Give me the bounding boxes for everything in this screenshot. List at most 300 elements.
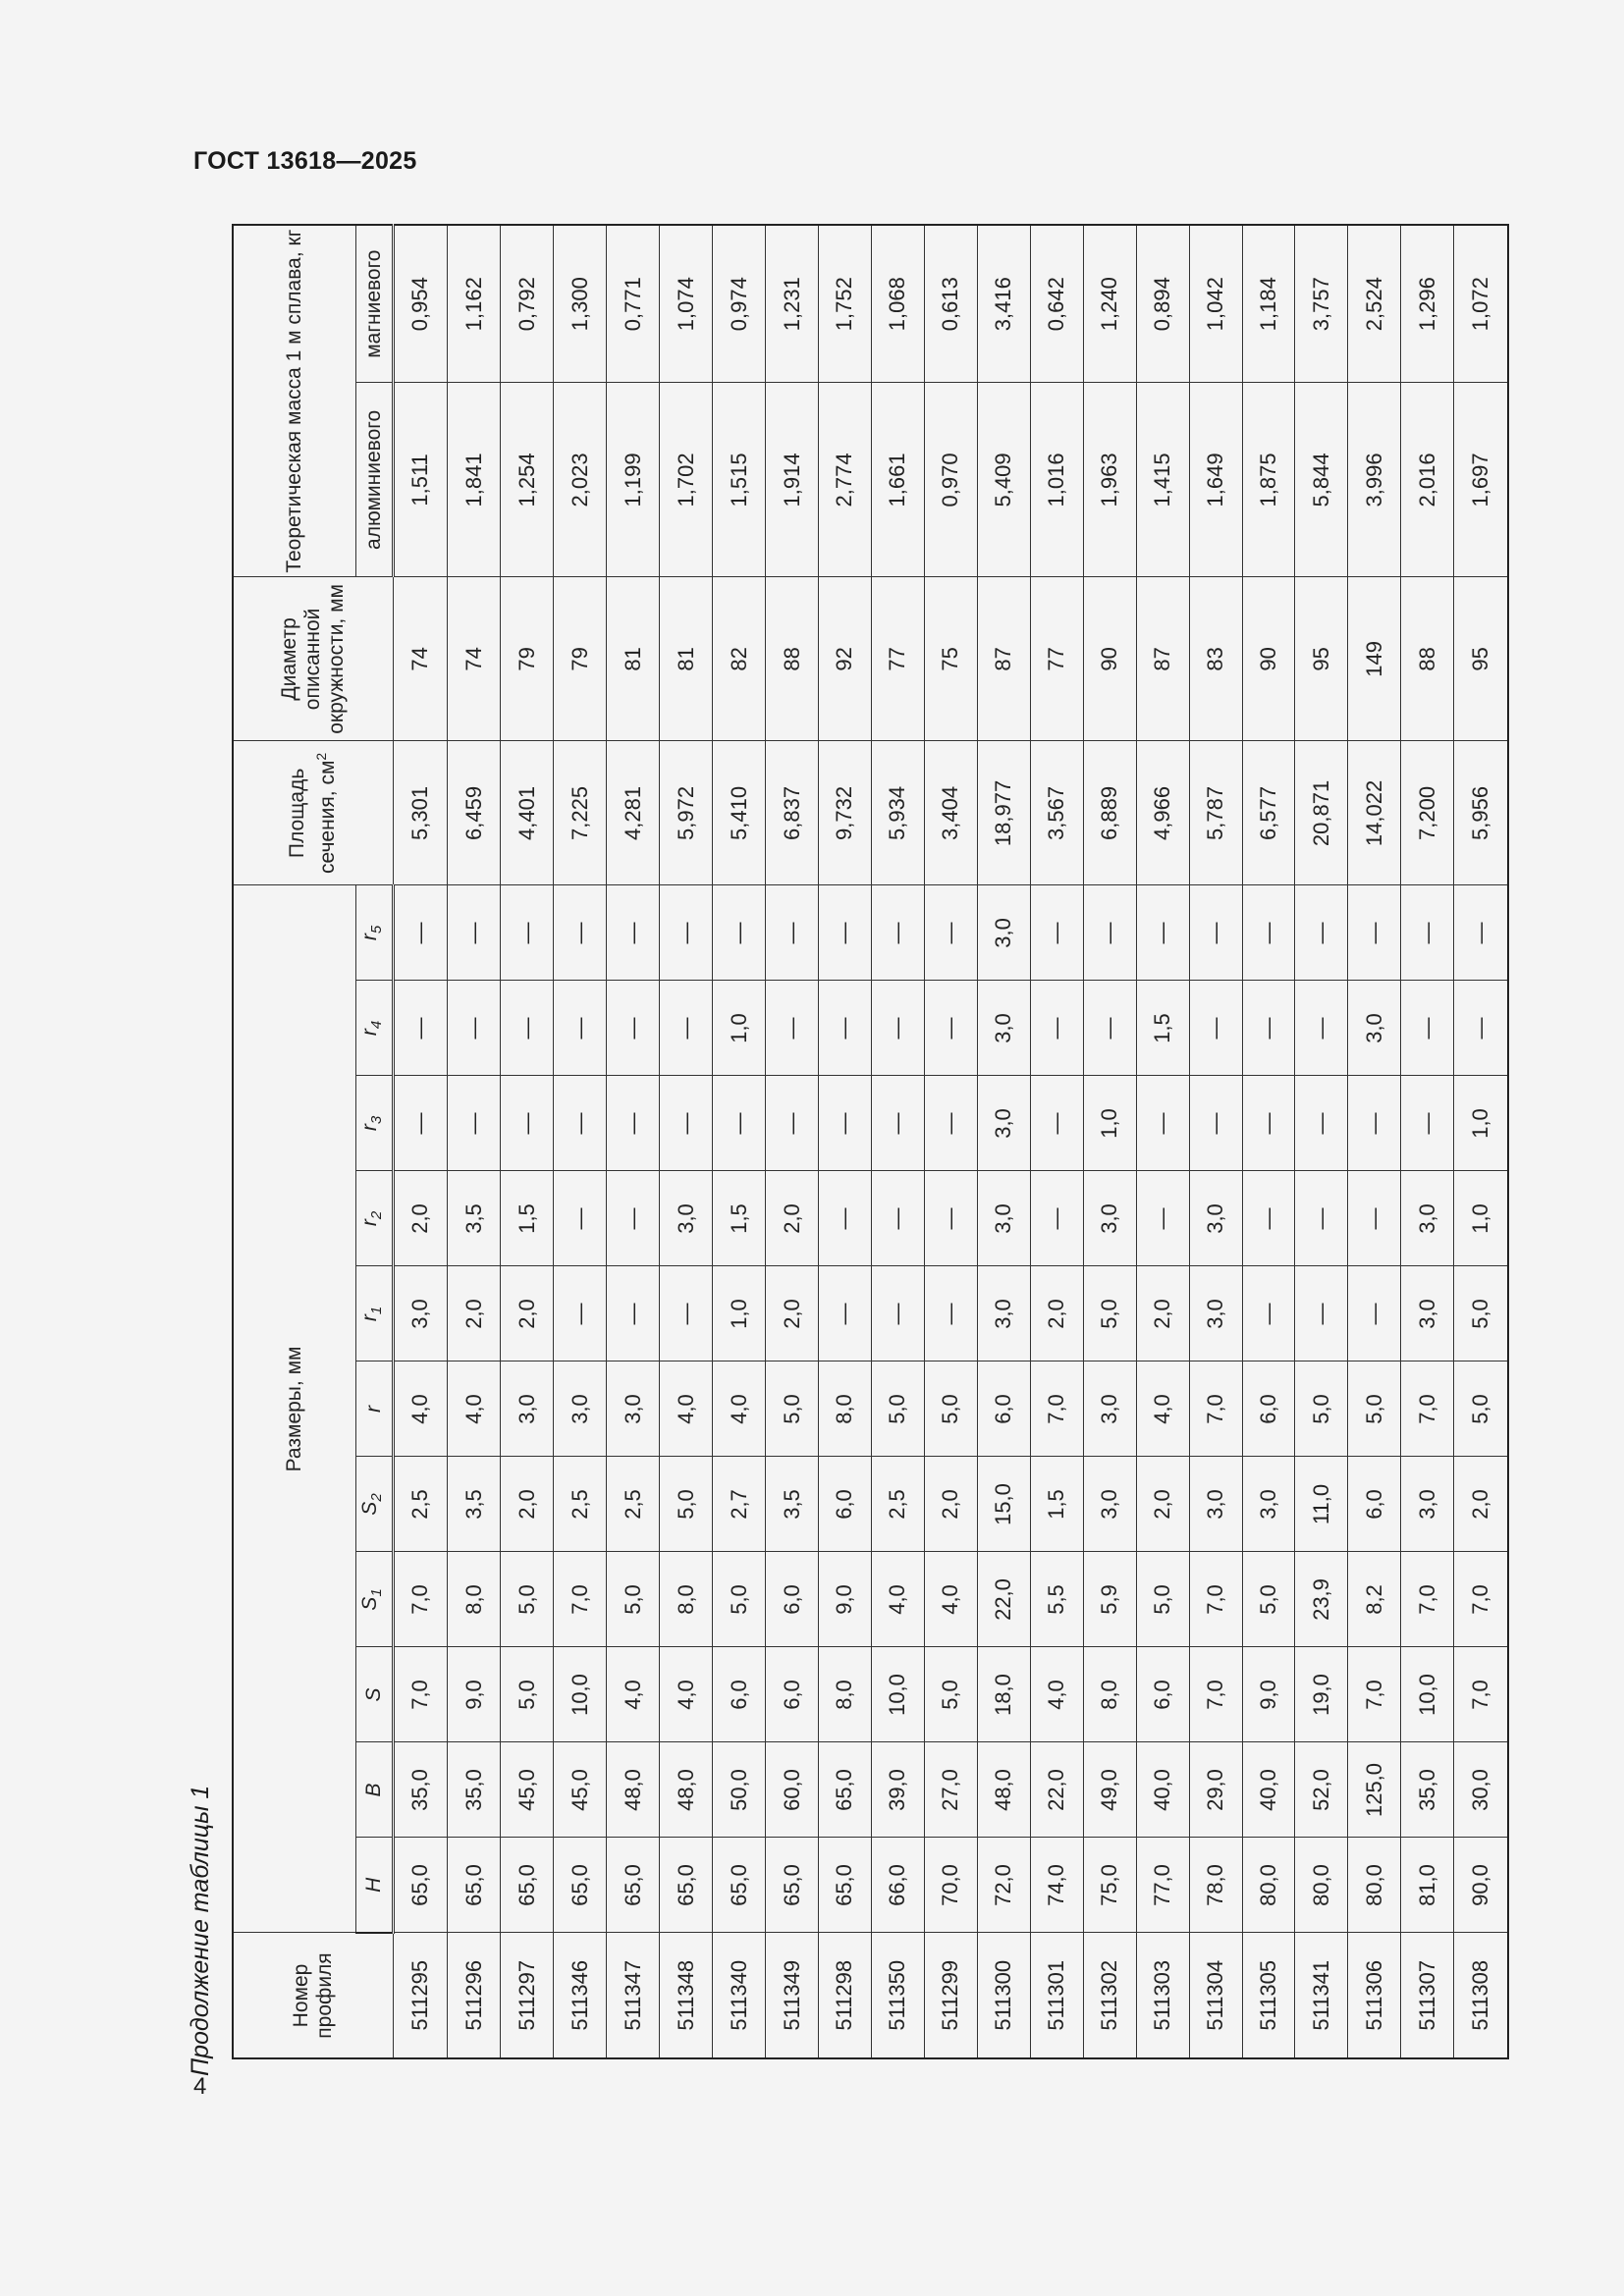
cell-S1: 23,9 — [1295, 1552, 1348, 1647]
cell-S2: 3,5 — [766, 1457, 819, 1552]
cell-S2: 2,0 — [1454, 1457, 1508, 1552]
cell-S2: 2,5 — [871, 1457, 924, 1552]
cell-r3: — — [448, 1076, 501, 1171]
cell-B: 48,0 — [977, 1742, 1030, 1838]
cell-H: 65,0 — [819, 1838, 872, 1933]
cell-r: 3,0 — [554, 1362, 607, 1457]
cell-profile-number: 511296 — [448, 1933, 501, 2058]
cell-area: 5,934 — [871, 741, 924, 885]
cell-S: 7,0 — [1454, 1647, 1508, 1742]
cell-S: 8,0 — [1083, 1647, 1136, 1742]
cell-H: 65,0 — [501, 1838, 554, 1933]
cell-r2: 2,0 — [393, 1171, 448, 1266]
cell-r2: — — [819, 1171, 872, 1266]
cell-mass-magnesium: 1,074 — [660, 225, 713, 383]
cell-S: 4,0 — [1030, 1647, 1083, 1742]
cell-S: 4,0 — [607, 1647, 660, 1742]
cell-r5: — — [924, 885, 977, 981]
table-row — [1136, 225, 1189, 2058]
table-row — [607, 225, 660, 2058]
cell-r4: 3,0 — [1348, 981, 1401, 1076]
cell-B: 39,0 — [871, 1742, 924, 1838]
cell-B: 22,0 — [1030, 1742, 1083, 1838]
header-dimensions: Размеры, мм — [233, 885, 355, 1933]
cell-diameter: 95 — [1454, 577, 1508, 741]
cell-r3: — — [1401, 1076, 1454, 1171]
cell-mass-aluminium: 1,254 — [501, 383, 554, 577]
cell-S: 10,0 — [1401, 1647, 1454, 1742]
cell-S1: 6,0 — [766, 1552, 819, 1647]
cell-mass-magnesium: 1,752 — [819, 225, 872, 383]
cell-r5: — — [871, 885, 924, 981]
cell-r: 7,0 — [1401, 1362, 1454, 1457]
cell-mass-aluminium: 2,023 — [554, 383, 607, 577]
cell-S1: 22,0 — [977, 1552, 1030, 1647]
table-row — [1083, 225, 1136, 2058]
cell-r2: 3,0 — [1083, 1171, 1136, 1266]
cell-r5: — — [1454, 885, 1508, 981]
cell-r4: — — [766, 981, 819, 1076]
cell-profile-number: 511306 — [1348, 1933, 1401, 2058]
cell-mass-aluminium: 1,016 — [1030, 383, 1083, 577]
header-r5-index: 5 — [368, 925, 386, 934]
cell-B: 40,0 — [1136, 1742, 1189, 1838]
cell-S: 9,0 — [448, 1647, 501, 1742]
cell-r5: — — [1295, 885, 1348, 981]
cell-mass-magnesium: 0,974 — [713, 225, 766, 383]
header-S2 — [355, 1457, 393, 1552]
cell-r4: — — [819, 981, 872, 1076]
cell-profile-number: 511307 — [1401, 1933, 1454, 2058]
cell-r1: 2,0 — [766, 1266, 819, 1362]
cell-r4: — — [924, 981, 977, 1076]
cell-r: 5,0 — [1348, 1362, 1401, 1457]
cell-r: 5,0 — [766, 1362, 819, 1457]
cell-r4: 3,0 — [977, 981, 1030, 1076]
cell-mass-magnesium: 1,072 — [1454, 225, 1508, 383]
table-row — [1189, 225, 1242, 2058]
table-continuation-label: Продолжение таблицы 1 — [187, 1785, 214, 2076]
header-S1-symbol: S — [357, 1596, 381, 1611]
cell-S1: 7,0 — [1401, 1552, 1454, 1647]
cell-S: 7,0 — [1189, 1647, 1242, 1742]
cell-area: 5,301 — [393, 741, 448, 885]
cell-diameter: 149 — [1348, 577, 1401, 741]
header-r1 — [355, 1266, 393, 1362]
cell-profile-number: 511303 — [1136, 1933, 1189, 2058]
cell-r5: — — [819, 885, 872, 981]
cell-profile-number: 511298 — [819, 1933, 872, 2058]
cell-H: 66,0 — [871, 1838, 924, 1933]
cell-r2: 3,5 — [448, 1171, 501, 1266]
cell-r4: — — [1401, 981, 1454, 1076]
header-profile-number: Номер профиля — [233, 1933, 393, 2058]
cell-S: 5,0 — [924, 1647, 977, 1742]
cell-r1: 5,0 — [1083, 1266, 1136, 1362]
cell-S1: 8,0 — [660, 1552, 713, 1647]
cell-r4: — — [1030, 981, 1083, 1076]
table-row — [448, 225, 501, 2058]
cell-profile-number: 511347 — [607, 1933, 660, 2058]
cell-area: 20,871 — [1295, 741, 1348, 885]
cell-S1: 7,0 — [1189, 1552, 1242, 1647]
cell-diameter: 77 — [871, 577, 924, 741]
cell-mass-magnesium: 0,613 — [924, 225, 977, 383]
cell-r5: — — [393, 885, 448, 981]
cell-profile-number: 511308 — [1454, 1933, 1508, 2058]
cell-S2: 1,5 — [1030, 1457, 1083, 1552]
cell-B: 65,0 — [819, 1742, 872, 1838]
cell-S: 6,0 — [713, 1647, 766, 1742]
cell-area: 6,889 — [1083, 741, 1136, 885]
header-aluminium-alloy: алюминиевого — [355, 383, 393, 577]
cell-profile-number: 511299 — [924, 1933, 977, 2058]
cell-area: 6,459 — [448, 741, 501, 885]
table-row — [1401, 225, 1454, 2058]
cell-r: 3,0 — [1083, 1362, 1136, 1457]
cell-area: 5,956 — [1454, 741, 1508, 885]
cell-S2: 3,5 — [448, 1457, 501, 1552]
cell-S1: 5,0 — [607, 1552, 660, 1647]
cell-area: 14,022 — [1348, 741, 1401, 885]
cell-r1: — — [1348, 1266, 1401, 1362]
cell-r1: — — [819, 1266, 872, 1362]
cell-diameter: 77 — [1030, 577, 1083, 741]
cell-S2: 5,0 — [660, 1457, 713, 1552]
cell-r1: 2,0 — [501, 1266, 554, 1362]
cell-r: 6,0 — [977, 1362, 1030, 1457]
cell-r: 3,0 — [501, 1362, 554, 1457]
cell-B: 35,0 — [393, 1742, 448, 1838]
cell-S: 7,0 — [393, 1647, 448, 1742]
cell-diameter: 82 — [713, 577, 766, 741]
cell-r2: 3,0 — [977, 1171, 1030, 1266]
cell-r: 4,0 — [448, 1362, 501, 1457]
cell-r3: 1,0 — [1454, 1076, 1508, 1171]
cell-diameter: 92 — [819, 577, 872, 741]
header-S: S — [355, 1647, 393, 1742]
cell-H: 65,0 — [448, 1838, 501, 1933]
cell-profile-number: 511349 — [766, 1933, 819, 2058]
cell-diameter: 79 — [554, 577, 607, 741]
cell-r5: — — [448, 885, 501, 981]
header-section-area-text: Площадь сечения, см — [286, 760, 340, 875]
cell-area: 7,200 — [1401, 741, 1454, 885]
cell-r: 4,0 — [713, 1362, 766, 1457]
cell-H: 78,0 — [1189, 1838, 1242, 1933]
cell-S2: 6,0 — [819, 1457, 872, 1552]
cell-diameter: 81 — [660, 577, 713, 741]
cell-S: 9,0 — [1242, 1647, 1295, 1742]
cell-mass-magnesium: 1,300 — [554, 225, 607, 383]
cell-H: 74,0 — [1030, 1838, 1083, 1933]
cell-r3: 3,0 — [977, 1076, 1030, 1171]
cell-S2: 15,0 — [977, 1457, 1030, 1552]
cell-mass-magnesium: 0,771 — [607, 225, 660, 383]
cell-profile-number: 511348 — [660, 1933, 713, 2058]
cell-r3: — — [1348, 1076, 1401, 1171]
cell-r1: — — [1295, 1266, 1348, 1362]
header-r3 — [355, 1076, 393, 1171]
cell-diameter: 95 — [1295, 577, 1348, 741]
cell-r: 5,0 — [1454, 1362, 1508, 1457]
cell-profile-number: 511301 — [1030, 1933, 1083, 2058]
cell-B: 52,0 — [1295, 1742, 1348, 1838]
cell-H: 65,0 — [393, 1838, 448, 1933]
cell-r5: — — [554, 885, 607, 981]
cell-r1: — — [871, 1266, 924, 1362]
table-row — [924, 225, 977, 2058]
table-row — [660, 225, 713, 2058]
cell-r3: — — [607, 1076, 660, 1171]
cell-S: 6,0 — [766, 1647, 819, 1742]
cell-profile-number: 511340 — [713, 1933, 766, 2058]
cell-profile-number: 511295 — [393, 1933, 448, 2058]
cell-S2: 2,5 — [554, 1457, 607, 1552]
cell-S2: 6,0 — [1348, 1457, 1401, 1552]
table-body — [393, 225, 1508, 2058]
cell-profile-number: 511300 — [977, 1933, 1030, 2058]
cell-B: 29,0 — [1189, 1742, 1242, 1838]
header-r2 — [355, 1171, 393, 1266]
cell-mass-magnesium: 3,757 — [1295, 225, 1348, 383]
cell-S2: 3,0 — [1401, 1457, 1454, 1552]
cell-diameter: 81 — [607, 577, 660, 741]
cell-S: 18,0 — [977, 1647, 1030, 1742]
cell-r1: — — [607, 1266, 660, 1362]
cell-r3: — — [819, 1076, 872, 1171]
cell-H: 65,0 — [554, 1838, 607, 1933]
cell-r5: — — [1401, 885, 1454, 981]
cell-r4: — — [1242, 981, 1295, 1076]
cell-H: 72,0 — [977, 1838, 1030, 1933]
cell-profile-number: 511297 — [501, 1933, 554, 2058]
cell-B: 48,0 — [660, 1742, 713, 1838]
table-row — [871, 225, 924, 2058]
cell-mass-magnesium: 0,642 — [1030, 225, 1083, 383]
cell-mass-aluminium: 1,875 — [1242, 383, 1295, 577]
cell-r4: — — [1083, 981, 1136, 1076]
cell-diameter: 90 — [1083, 577, 1136, 741]
header-r5 — [355, 885, 393, 981]
cell-mass-magnesium: 1,240 — [1083, 225, 1136, 383]
cell-S1: 5,0 — [1136, 1552, 1189, 1647]
cell-S: 5,0 — [501, 1647, 554, 1742]
cell-r1: 2,0 — [1030, 1266, 1083, 1362]
table-row — [1295, 225, 1348, 2058]
cell-mass-aluminium: 3,996 — [1348, 383, 1401, 577]
profiles-table — [232, 224, 1509, 2059]
cell-r3: — — [1295, 1076, 1348, 1171]
cell-S: 4,0 — [660, 1647, 713, 1742]
header-r2-symbol: r — [357, 1219, 381, 1227]
cell-area: 4,281 — [607, 741, 660, 885]
cell-S1: 4,0 — [871, 1552, 924, 1647]
cell-S: 19,0 — [1295, 1647, 1348, 1742]
cell-r3: — — [393, 1076, 448, 1171]
cell-mass-magnesium: 1,296 — [1401, 225, 1454, 383]
cell-S1: 7,0 — [554, 1552, 607, 1647]
header-B: B — [355, 1742, 393, 1838]
cell-r2: — — [1242, 1171, 1295, 1266]
cell-r: 5,0 — [924, 1362, 977, 1457]
cell-r2: 3,0 — [660, 1171, 713, 1266]
cell-r2: — — [1348, 1171, 1401, 1266]
cell-area: 5,972 — [660, 741, 713, 885]
cell-r: 3,0 — [607, 1362, 660, 1457]
cell-profile-number: 511304 — [1189, 1933, 1242, 2058]
cell-H: 80,0 — [1242, 1838, 1295, 1933]
cell-area: 9,732 — [819, 741, 872, 885]
cell-S2: 2,0 — [501, 1457, 554, 1552]
cell-S2: 3,0 — [1189, 1457, 1242, 1552]
cell-r3: — — [871, 1076, 924, 1171]
cell-mass-aluminium: 5,844 — [1295, 383, 1348, 577]
cell-profile-number: 511302 — [1083, 1933, 1136, 2058]
cell-mass-magnesium: 3,416 — [977, 225, 1030, 383]
cell-mass-magnesium: 1,162 — [448, 225, 501, 383]
cell-mass-aluminium: 1,515 — [713, 383, 766, 577]
cell-mass-magnesium: 1,068 — [871, 225, 924, 383]
cell-r4: — — [1189, 981, 1242, 1076]
cell-r4: — — [1295, 981, 1348, 1076]
cell-H: 77,0 — [1136, 1838, 1189, 1933]
cell-mass-aluminium: 1,199 — [607, 383, 660, 577]
cell-r4: — — [660, 981, 713, 1076]
cell-area: 6,577 — [1242, 741, 1295, 885]
cell-B: 49,0 — [1083, 1742, 1136, 1838]
cell-r2: — — [1030, 1171, 1083, 1266]
cell-mass-magnesium: 1,231 — [766, 225, 819, 383]
cell-r3: — — [1189, 1076, 1242, 1171]
cell-H: 81,0 — [1401, 1838, 1454, 1933]
cell-r4: — — [871, 981, 924, 1076]
cell-r3: — — [766, 1076, 819, 1171]
cell-r3: — — [501, 1076, 554, 1171]
cell-diameter: 88 — [1401, 577, 1454, 741]
cell-B: 45,0 — [501, 1742, 554, 1838]
header-S1 — [355, 1552, 393, 1647]
cell-r3: — — [713, 1076, 766, 1171]
cell-diameter: 87 — [977, 577, 1030, 741]
cell-r5: — — [766, 885, 819, 981]
table-row — [1030, 225, 1083, 2058]
cell-diameter: 83 — [1189, 577, 1242, 741]
cell-diameter: 74 — [448, 577, 501, 741]
table-row — [1348, 225, 1401, 2058]
cell-r1: 3,0 — [1401, 1266, 1454, 1362]
cell-S1: 5,9 — [1083, 1552, 1136, 1647]
cell-r2: 2,0 — [766, 1171, 819, 1266]
header-S2-symbol: S — [357, 1501, 381, 1516]
header-r1-symbol: r — [357, 1314, 381, 1322]
cell-r1: — — [554, 1266, 607, 1362]
cell-H: 75,0 — [1083, 1838, 1136, 1933]
table-row — [977, 225, 1030, 2058]
cell-r3: — — [1136, 1076, 1189, 1171]
cell-S: 6,0 — [1136, 1647, 1189, 1742]
cell-mass-magnesium: 0,894 — [1136, 225, 1189, 383]
header-r3-index: 3 — [368, 1115, 386, 1125]
cell-r2: 3,0 — [1401, 1171, 1454, 1266]
cell-r5: — — [1348, 885, 1401, 981]
cell-r1: 2,0 — [1136, 1266, 1189, 1362]
cell-B: 60,0 — [766, 1742, 819, 1838]
cell-B: 35,0 — [448, 1742, 501, 1838]
cell-r5: — — [1189, 885, 1242, 981]
cell-r3: — — [554, 1076, 607, 1171]
header-r4 — [355, 981, 393, 1076]
cell-r2: — — [1136, 1171, 1189, 1266]
cell-r5: — — [1136, 885, 1189, 981]
cell-S2: 3,0 — [1242, 1457, 1295, 1552]
cell-r2: 1,5 — [501, 1171, 554, 1266]
cell-r5: — — [660, 885, 713, 981]
cell-H: 65,0 — [766, 1838, 819, 1933]
cell-mass-magnesium: 1,042 — [1189, 225, 1242, 383]
table-row — [554, 225, 607, 2058]
cell-mass-aluminium: 1,661 — [871, 383, 924, 577]
cell-mass-aluminium: 1,511 — [393, 383, 448, 577]
cell-r2: 1,0 — [1454, 1171, 1508, 1266]
header-S1-index: 1 — [368, 1588, 386, 1597]
cell-S1: 7,0 — [393, 1552, 448, 1647]
cell-r3: — — [660, 1076, 713, 1171]
table-row — [1454, 225, 1508, 2058]
cell-r5: — — [713, 885, 766, 981]
cell-area: 18,977 — [977, 741, 1030, 885]
cell-r1: — — [660, 1266, 713, 1362]
cell-H: 65,0 — [660, 1838, 713, 1933]
cell-r5: 3,0 — [977, 885, 1030, 981]
cell-r: 4,0 — [1136, 1362, 1189, 1457]
cell-r5: — — [607, 885, 660, 981]
cell-S1: 5,0 — [501, 1552, 554, 1647]
cell-area: 5,787 — [1189, 741, 1242, 885]
cell-S1: 4,0 — [924, 1552, 977, 1647]
header-r4-index: 4 — [368, 1020, 386, 1030]
table-row — [819, 225, 872, 2058]
header-section-area — [233, 741, 393, 885]
cell-r4: — — [393, 981, 448, 1076]
cell-r4: 1,5 — [1136, 981, 1189, 1076]
cell-profile-number: 511341 — [1295, 1933, 1348, 2058]
cell-mass-aluminium: 5,409 — [977, 383, 1030, 577]
cell-mass-aluminium: 1,841 — [448, 383, 501, 577]
table-row — [766, 225, 819, 2058]
cell-B: 50,0 — [713, 1742, 766, 1838]
cell-r4: — — [554, 981, 607, 1076]
cell-diameter: 74 — [393, 577, 448, 741]
cell-S2: 2,0 — [1136, 1457, 1189, 1552]
cell-S2: 2,5 — [393, 1457, 448, 1552]
header-r5-symbol: r — [357, 934, 381, 941]
cell-r3: — — [1030, 1076, 1083, 1171]
header-r3-symbol: r — [357, 1124, 381, 1132]
cell-area: 4,401 — [501, 741, 554, 885]
table-row — [501, 225, 554, 2058]
cell-H: 80,0 — [1295, 1838, 1348, 1933]
header-r2-index: 2 — [368, 1210, 386, 1220]
cell-r2: 1,5 — [713, 1171, 766, 1266]
cell-r: 7,0 — [1030, 1362, 1083, 1457]
table-row — [393, 225, 448, 2058]
cell-area: 4,966 — [1136, 741, 1189, 885]
cell-S1: 9,0 — [819, 1552, 872, 1647]
cell-r1: 3,0 — [393, 1266, 448, 1362]
cell-S: 10,0 — [554, 1647, 607, 1742]
cell-r2: 3,0 — [1189, 1171, 1242, 1266]
